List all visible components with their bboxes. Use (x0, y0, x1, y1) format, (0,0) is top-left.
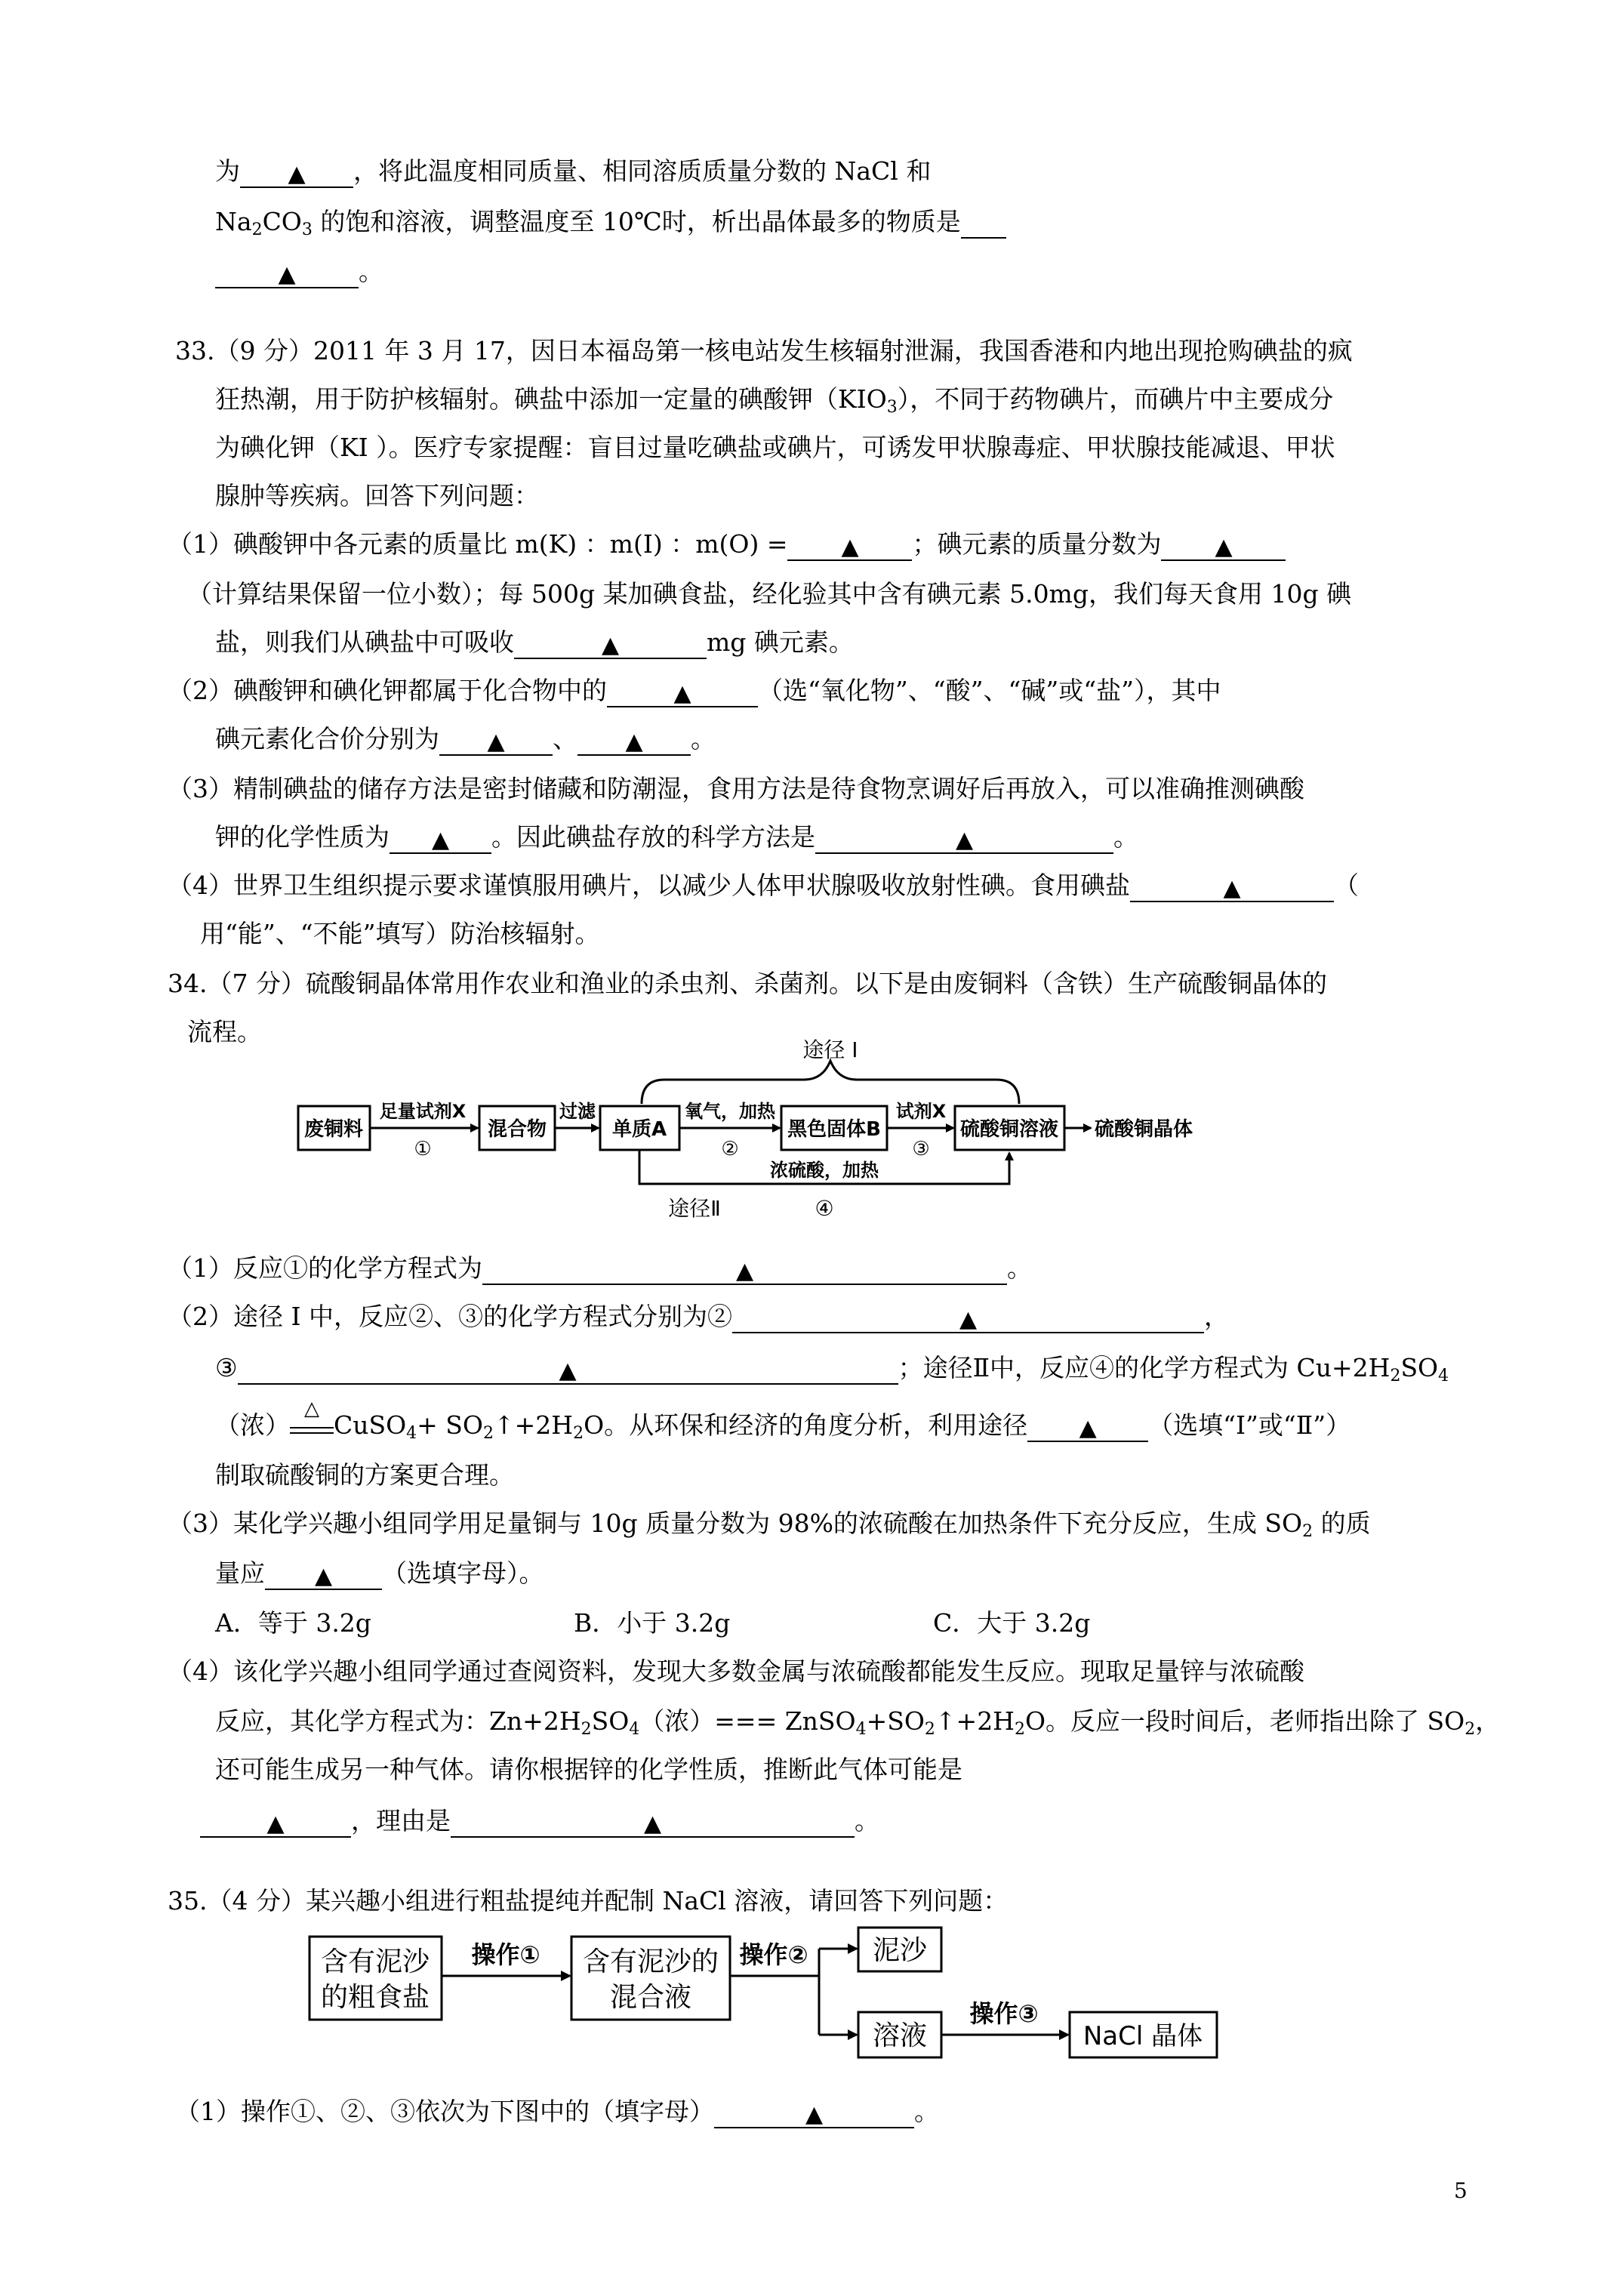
q34-stem-1: 34.（7 分）硫酸铜晶体常用作农业和渔业的杀虫剂、杀菌剂。以下是由废铜料（含铁）生产硫酸铜晶体的 (168, 969, 1327, 998)
q33-stem-2: 狂热潮，用于防护核辐射。碘盐中添加一定量的碘酸钾$(KIO_3)$，不同于药物碘片，而碘片中主要成分 (215, 384, 1334, 417)
q33-part1-line3: 盐，则我们从碘盐中可吸收 ▲ mg 碘元素。 (215, 626, 854, 659)
svg-text:溶液: 溶液 (872, 2020, 928, 2051)
triangle-mark-icon: ▲ (288, 161, 306, 187)
triangle-mark-icon: ▲ (841, 534, 859, 560)
q34-part2-line2: ③ ▲ ；途径Ⅱ中，反应④的化学方程式为 $Cu+2H_2SO_4$ (215, 1353, 1449, 1385)
answer-blank[interactable] (732, 1302, 1204, 1333)
svg-text:含有泥沙的: 含有泥沙的 (582, 1946, 719, 1977)
q34-part4-line1: （4）该化学兴趣小组同学通过查阅资料，发现大多数金属与浓硫酸都能发生反应。现取足量锌与浓硫酸 (168, 1657, 1304, 1686)
svg-text:混合物: 混合物 (487, 1118, 547, 1141)
triangle-mark-icon: ▲ (431, 827, 450, 853)
svg-text:的粗食盐: 的粗食盐 (320, 1982, 430, 2013)
heat-condition-equals: △ (290, 1412, 334, 1434)
triangle-mark-icon: ▲ (955, 827, 974, 853)
triangle-mark-icon: ▲ (314, 1563, 333, 1589)
svg-text:②: ② (721, 1138, 739, 1160)
answer-blank[interactable] (482, 1253, 1007, 1285)
triangle-mark-icon: ▲ (278, 261, 296, 288)
answer-blank[interactable] (238, 1353, 898, 1385)
svg-text:泥沙: 泥沙 (872, 1935, 928, 1966)
svg-text:含有泥沙: 含有泥沙 (320, 1946, 430, 1977)
triangle-mark-icon: ▲ (959, 1306, 978, 1333)
svg-text:混合液: 混合液 (609, 1982, 692, 2013)
answer-blank[interactable] (451, 1806, 855, 1838)
q33-part1-line2: （计算结果保留一位小数）；每 500g 某加碘食盐，经化验其中含有碘元素 5.0mg，我们每天食用 10g 碘 (187, 579, 1352, 609)
svg-text:氧气，加热: 氧气，加热 (685, 1101, 775, 1122)
svg-text:试剂X: 试剂X (895, 1101, 947, 1122)
triangle-mark-icon: ▲ (643, 1811, 662, 1837)
triangle-mark-icon: ▲ (1215, 534, 1233, 560)
svg-text:单质A: 单质A (611, 1118, 667, 1141)
svg-text:过滤: 过滤 (559, 1101, 596, 1122)
q33-part3-line1: （3）精制碘盐的储存方法是密封储藏和防潮湿，食用方法是待食物烹调好后再放入，可以准确推测碘酸 (168, 774, 1304, 803)
q33-stem-4: 腺肿等疾病。回答下列问题： (215, 481, 539, 510)
answer-blank[interactable] (200, 1806, 351, 1838)
answer-blank[interactable] (514, 627, 707, 659)
triangle-mark-icon: ▲ (805, 2101, 824, 2128)
answer-blank[interactable] (1161, 529, 1286, 561)
answer-blank[interactable] (815, 822, 1113, 854)
q33-part1-line1: （1）碘酸钾中各元素的质量比 m(K) ：m(I) ：m(O) = ▲ ；碘元素的质量分数为 ▲ (168, 528, 1286, 561)
q34-part3-line2: 量应 ▲ （选填字母）。 (215, 1557, 544, 1590)
q34-part4-line3: 还可能生成另一种气体。请你根据锌的化学性质，推断此气体可能是 (215, 1755, 962, 1784)
triangle-mark-icon: ▲ (673, 680, 691, 707)
svg-text:浓硫酸，加热: 浓硫酸，加热 (770, 1160, 879, 1181)
triangle-mark-icon: ▲ (1223, 875, 1241, 901)
q34-part2-line1: （2）途径 I 中，反应②、③的化学方程式分别为② ▲ ， (168, 1300, 1229, 1333)
answer-blank[interactable] (607, 676, 758, 707)
q33-part4-line1: （4）世界卫生组织提示要求谨慎服用碘片，以减少人体甲状腺吸收放射性碘。食用碘盐 ▲ （ (168, 869, 1359, 902)
answer-blank[interactable] (215, 257, 359, 288)
route1-brace (642, 1061, 1019, 1104)
answer-blank[interactable] (714, 2097, 914, 2128)
answer-blank[interactable] (1130, 871, 1334, 902)
route2-label: 途径Ⅱ (668, 1196, 721, 1221)
answer-blank[interactable] (961, 207, 1006, 239)
svg-text:黑色固体B: 黑色固体B (787, 1118, 881, 1141)
salt-purification-flowchart (298, 1922, 1242, 2080)
svg-text:NaCl 晶体: NaCl 晶体 (1083, 2021, 1203, 2051)
svg-text:操作②: 操作② (739, 1940, 808, 1969)
triangle-mark-icon: ▲ (559, 1358, 577, 1384)
page-number: 5 (1454, 2178, 1467, 2203)
answer-blank[interactable] (439, 724, 553, 756)
svg-text:④: ④ (815, 1196, 834, 1221)
svg-text:①: ① (414, 1138, 432, 1160)
triangle-mark-icon: ▲ (1079, 1415, 1097, 1441)
continued-line-2: $Na_2CO_3$ 的饱和溶液，调整温度至 10℃时，析出晶体最多的物质是 (215, 205, 1006, 239)
copper-sulfate-flowchart (287, 982, 1268, 1231)
answer-blank[interactable] (240, 156, 353, 188)
answer-blank[interactable] (390, 822, 491, 854)
q34-option-b[interactable]: B．小于 3.2g (574, 1608, 731, 1638)
svg-text:硫酸铜溶液: 硫酸铜溶液 (959, 1118, 1059, 1141)
q34-part3-line1: （3）某化学兴趣小组同学用足量铜与 10g 质量分数为 98%的浓硫酸在加热条件下充分反应，生成 $SO_2$ 的质 (168, 1509, 1371, 1541)
q34-part2-line4: 制取硫酸铜的方案更合理。 (215, 1460, 514, 1490)
svg-text:操作③: 操作③ (969, 1999, 1039, 2028)
triangle-mark-icon: ▲ (487, 729, 505, 755)
triangle-mark-icon: ▲ (625, 729, 643, 755)
q33-part2-line2: 碘元素化合价分别为 ▲ 、 ▲ 。 (215, 723, 716, 756)
q34-option-c[interactable]: C．大于 3.2g (933, 1608, 1091, 1638)
q33-part4-line2: 用“能”、“不能”填写）防治核辐射。 (200, 919, 600, 948)
answer-blank[interactable] (1027, 1410, 1148, 1442)
svg-text:③: ③ (912, 1138, 930, 1160)
q34-part4-line2: 反应，其化学方程式为：$Zn+2H_2SO_4$（浓）=== $ZnSO_4+SO_2↑+2H_2O$。反应一段时间后，老师指出除了 $SO_2$， (215, 1706, 1501, 1739)
q34-stem-2: 流程。 (187, 1017, 262, 1046)
answer-blank[interactable] (265, 1558, 382, 1590)
svg-text:足量试剂X: 足量试剂X (379, 1101, 467, 1122)
continued-line-3: ▲ 。 (215, 255, 383, 288)
q35-part1: （1）操作①、②、③依次为下图中的（填字母） ▲ 。 (175, 2095, 939, 2128)
product-label: 硫酸铜晶体 (1095, 1118, 1193, 1141)
q34-part1: （1）反应①的化学方程式为 ▲ 。 (168, 1252, 1032, 1285)
q33-part2-line1: （2）碘酸钾和碘化钾都属于化合物中的 ▲ （选“氧化物”、“酸”、“碱”或“盐”），其中 (168, 674, 1221, 707)
q33-stem-1: 33.（9 分）2011 年 3 月 17，因日本福岛第一核电站发生核辐射泄漏，我国香港和内地出现抢购碘盐的疯 (175, 336, 1353, 365)
triangle-mark-icon: ▲ (601, 632, 620, 658)
route1-label: 途径 I (802, 1037, 858, 1062)
svg-text:操作①: 操作① (471, 1940, 540, 1969)
answer-blank[interactable] (787, 529, 912, 561)
answer-blank[interactable] (577, 724, 691, 756)
triangle-mark-icon: ▲ (735, 1258, 754, 1284)
q33-stem-3: 为碘化钾（KI ）。医疗专家提醒：盲目过量吃碘盐或碘片，可诱发甲状腺毒症、甲状腺技能减退、甲状 (215, 433, 1335, 462)
triangle-mark-icon: ▲ (266, 1811, 285, 1837)
q34-option-a[interactable]: A．等于 3.2g (215, 1608, 371, 1638)
q34-part4-line4: ▲ ，理由是 ▲ 。 (200, 1804, 879, 1838)
svg-text:废铜料: 废铜料 (303, 1118, 364, 1141)
q33-part3-line2: 钾的化学性质为 ▲ 。因此碘盐存放的科学方法是 ▲ 。 (215, 821, 1138, 854)
q34-part2-line3: （浓） △ CuSO$_4$+ $SO_2↑+2H_2O$。从环保和经济的角度分析，利用途径 ▲ （选填“I”或“Ⅱ”） (215, 1398, 1351, 1443)
continued-line-1: 为 ▲ ，将此温度相同质量、相同溶质质量分数的 NaCl 和 (215, 155, 931, 188)
q35-stem: 35.（4 分）某兴趣小组进行粗盐提纯并配制 NaCl 溶液，请回答下列问题： (168, 1886, 1009, 1915)
